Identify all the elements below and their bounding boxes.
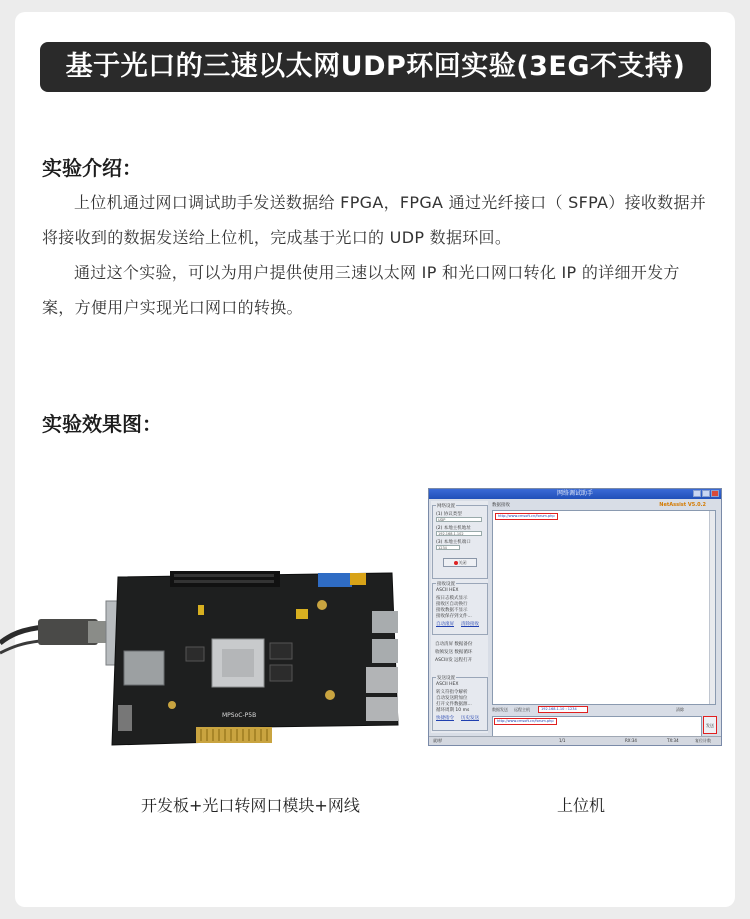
remote-host-label: 远程主机: [514, 707, 530, 712]
local-ip-input[interactable]: 192.168.1.102: [436, 531, 482, 536]
intro-paragraph-2: 通过这个实验，可以为用户提供使用三速以太网 IP 和光口网口转化 IP 的详细开发方案，方便用户实现光口网口的转换。: [42, 263, 680, 317]
local-port-label: (3) 本地主机端口: [436, 540, 471, 545]
maximize-button[interactable]: [702, 490, 710, 497]
status-rx: RX:34: [625, 738, 637, 743]
board-caption: 开发板+光口转网口模块+网线: [141, 796, 360, 815]
quick-cmd-link[interactable]: 快捷指令: [436, 716, 454, 721]
open-button-label: 关闭: [458, 560, 467, 565]
terminal-block: [318, 573, 352, 587]
close-connection-button[interactable]: [443, 558, 477, 567]
net-settings-title: 网络设置: [437, 504, 455, 509]
board-photo: [0, 555, 400, 770]
mid-link-3[interactable]: ASCII/发 远程打开: [435, 658, 473, 663]
protocol-select[interactable]: UDP: [436, 517, 482, 522]
intro-paragraph-1: 上位机通过网口调试助手发送数据给 FPGA，FPGA 通过光纤接口（ SFPA）接收数据并将接收到的数据发送给上位机，完成基于光口的 UDP 数据环回。: [42, 193, 707, 247]
recv-url-text: http://www.cmsoft.cn/forum.php: [495, 513, 558, 520]
send-option-append[interactable]: 自动发送附加位: [436, 696, 468, 701]
net-settings-group: [432, 505, 488, 579]
settings-pane: [431, 501, 488, 733]
status-count: 1/1: [559, 738, 566, 743]
recv-option-wrap[interactable]: 接收区自动换行: [436, 602, 468, 607]
send-option-file[interactable]: 打开文件数据源...: [436, 702, 472, 707]
recv-option-hide[interactable]: 接收数据不显示: [436, 608, 468, 613]
reset-count-button[interactable]: 复位计数: [695, 738, 711, 743]
send-textbox[interactable]: [492, 716, 702, 738]
local-ip-label: (2) 本地主机地址: [436, 526, 471, 531]
recv-textbox[interactable]: [492, 510, 716, 705]
clear-recv-link[interactable]: 清除接收: [461, 622, 479, 627]
mid-link-1[interactable]: 自动清屏 数据备份: [435, 642, 473, 647]
mid-links-group: [432, 639, 486, 669]
send-url-text: http://www.cmsoft.cn/forum.php: [494, 718, 557, 725]
send-settings-title: 发送设置: [437, 676, 455, 681]
window-title: 网络调试助手: [556, 490, 593, 497]
minimize-button[interactable]: [693, 490, 701, 497]
local-port-input[interactable]: 1234: [436, 545, 460, 550]
recv-scrollbar[interactable]: [709, 511, 715, 704]
recv-settings-title: 接收设置: [437, 582, 455, 587]
board-silkscreen: MPSoC-P5B: [222, 712, 257, 719]
window-titlebar: [429, 489, 721, 499]
content-card: [15, 12, 735, 907]
netassist-window: [428, 488, 722, 746]
send-settings-group: [432, 677, 488, 731]
auto-scroll-link[interactable]: 自动滚屏: [436, 622, 454, 627]
send-bar: [490, 705, 718, 715]
send-label: 数据发送: [492, 707, 508, 712]
send-encoding-radio[interactable]: ASCII HEX: [436, 682, 459, 687]
status-ready: 就绪!: [433, 738, 443, 743]
result-heading: 实验效果图：: [42, 412, 162, 436]
fpga-board-illustration: [0, 555, 400, 770]
recv-option-log[interactable]: 按日志模式显示: [436, 596, 468, 601]
app-brand: NetAssist V5.0.2: [659, 502, 706, 508]
host-caption: 上位机: [557, 796, 606, 815]
recv-area: [490, 501, 718, 703]
send-option-cycle[interactable]: 循环周期 10 ms: [436, 708, 470, 713]
clear-send-button[interactable]: 清除: [676, 707, 684, 712]
remote-host-input[interactable]: 192.168.1.10 : 1234: [538, 706, 588, 713]
close-button[interactable]: [711, 490, 719, 497]
recv-option-save[interactable]: 接收保存到文件...: [436, 614, 472, 619]
recv-encoding-radio[interactable]: ASCII HEX: [436, 588, 459, 593]
status-dot-icon: [454, 561, 458, 565]
history-link[interactable]: 历史发送: [461, 716, 479, 721]
protocol-label: (1) 协议类型: [436, 512, 462, 517]
send-button[interactable]: 发送: [703, 716, 717, 734]
mid-link-2[interactable]: 收帧发送 数据循环: [435, 650, 473, 655]
recv-settings-group: [432, 583, 488, 635]
recv-label: 数据接收: [492, 503, 510, 508]
send-option-escape[interactable]: 转义符指令解析: [436, 690, 468, 695]
status-tx: TX:34: [667, 738, 679, 743]
status-bar: [429, 736, 721, 745]
page-title: 基于光口的三速以太网UDP环回实验(3EG不支持): [40, 42, 711, 92]
intro-heading: 实验介绍：: [42, 156, 142, 180]
